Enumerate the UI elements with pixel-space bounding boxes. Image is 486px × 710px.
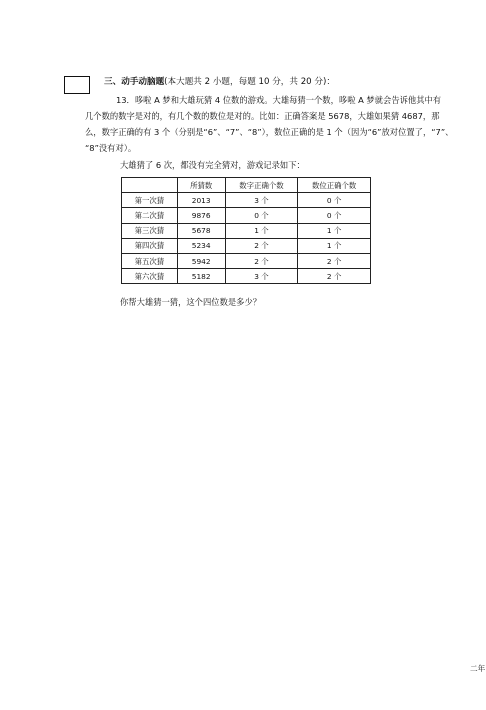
row-label: 第三次猜 xyxy=(122,223,178,238)
positions-correct: 2 个 xyxy=(298,253,371,268)
guess-value: 5942 xyxy=(177,253,225,268)
guess-value: 9876 xyxy=(177,208,225,223)
table-row xyxy=(122,208,371,223)
row-label: 第二次猜 xyxy=(122,208,178,223)
positions-correct: 0 个 xyxy=(298,208,371,223)
table-row xyxy=(122,238,371,253)
table-row xyxy=(122,223,371,238)
problem-line-2: 几个数的数字是对的，有几个数的数位是对的。比如：正确答案是 5678，大雄如果猜 4687，那 xyxy=(85,111,440,121)
score-box xyxy=(64,76,90,94)
page-footer: 二年 xyxy=(470,664,486,673)
digits-correct: 2 个 xyxy=(225,253,298,268)
table-header-row xyxy=(122,178,371,193)
section-title: 三、动手动脑题 xyxy=(104,77,165,87)
row-label: 第五次猜 xyxy=(122,253,178,268)
section-heading xyxy=(104,76,335,88)
header-digits-correct: 数字正确个数 xyxy=(225,178,298,193)
positions-correct: 1 个 xyxy=(298,238,371,253)
digits-correct: 2 个 xyxy=(225,238,298,253)
header-guess: 所猜数 xyxy=(177,178,225,193)
problem-statement xyxy=(85,92,476,156)
header-positions-correct: 数位正确个数 xyxy=(298,178,371,193)
row-label: 第一次猜 xyxy=(122,193,178,208)
guess-value: 5234 xyxy=(177,238,225,253)
guess-value: 5678 xyxy=(177,223,225,238)
positions-correct: 1 个 xyxy=(298,223,371,238)
section-note: (本大题共 2 小题，每题 10 分，共 20 分)： xyxy=(164,77,335,87)
guess-value: 2013 xyxy=(177,193,225,208)
row-label: 第四次猜 xyxy=(122,238,178,253)
positions-correct: 2 个 xyxy=(298,269,371,284)
positions-correct: 0 个 xyxy=(298,193,371,208)
table-row xyxy=(122,269,371,284)
table-row xyxy=(122,253,371,268)
problem-line-4: “8”没有对）。 xyxy=(85,143,137,153)
digits-correct: 3 个 xyxy=(225,269,298,284)
row-label: 第六次猜 xyxy=(122,269,178,284)
problem-line-3: 么，数字正确的有 3 个（分别是“6”、“7”、“8”），数位正确的是 1 个（因为“6”放对位置了，“7”、 xyxy=(85,127,454,137)
problem-line-1: 13．哆啦 A 梦和大雄玩猜 4 位数的游戏。大雄每猜一个数，哆啦 A 梦就会告诉他其中有 xyxy=(116,95,442,105)
question-text: 你帮大雄猜一猜，这个四位数是多少？ xyxy=(120,297,262,307)
digits-correct: 1 个 xyxy=(225,223,298,238)
record-intro: 大雄猜了 6 次，都没有完全猜对，游戏记录如下： xyxy=(120,160,305,170)
guess-value: 5182 xyxy=(177,269,225,284)
guess-record-table xyxy=(121,177,371,284)
digits-correct: 3 个 xyxy=(225,193,298,208)
digits-correct: 0 个 xyxy=(225,208,298,223)
table-row xyxy=(122,193,371,208)
header-empty xyxy=(122,178,178,193)
